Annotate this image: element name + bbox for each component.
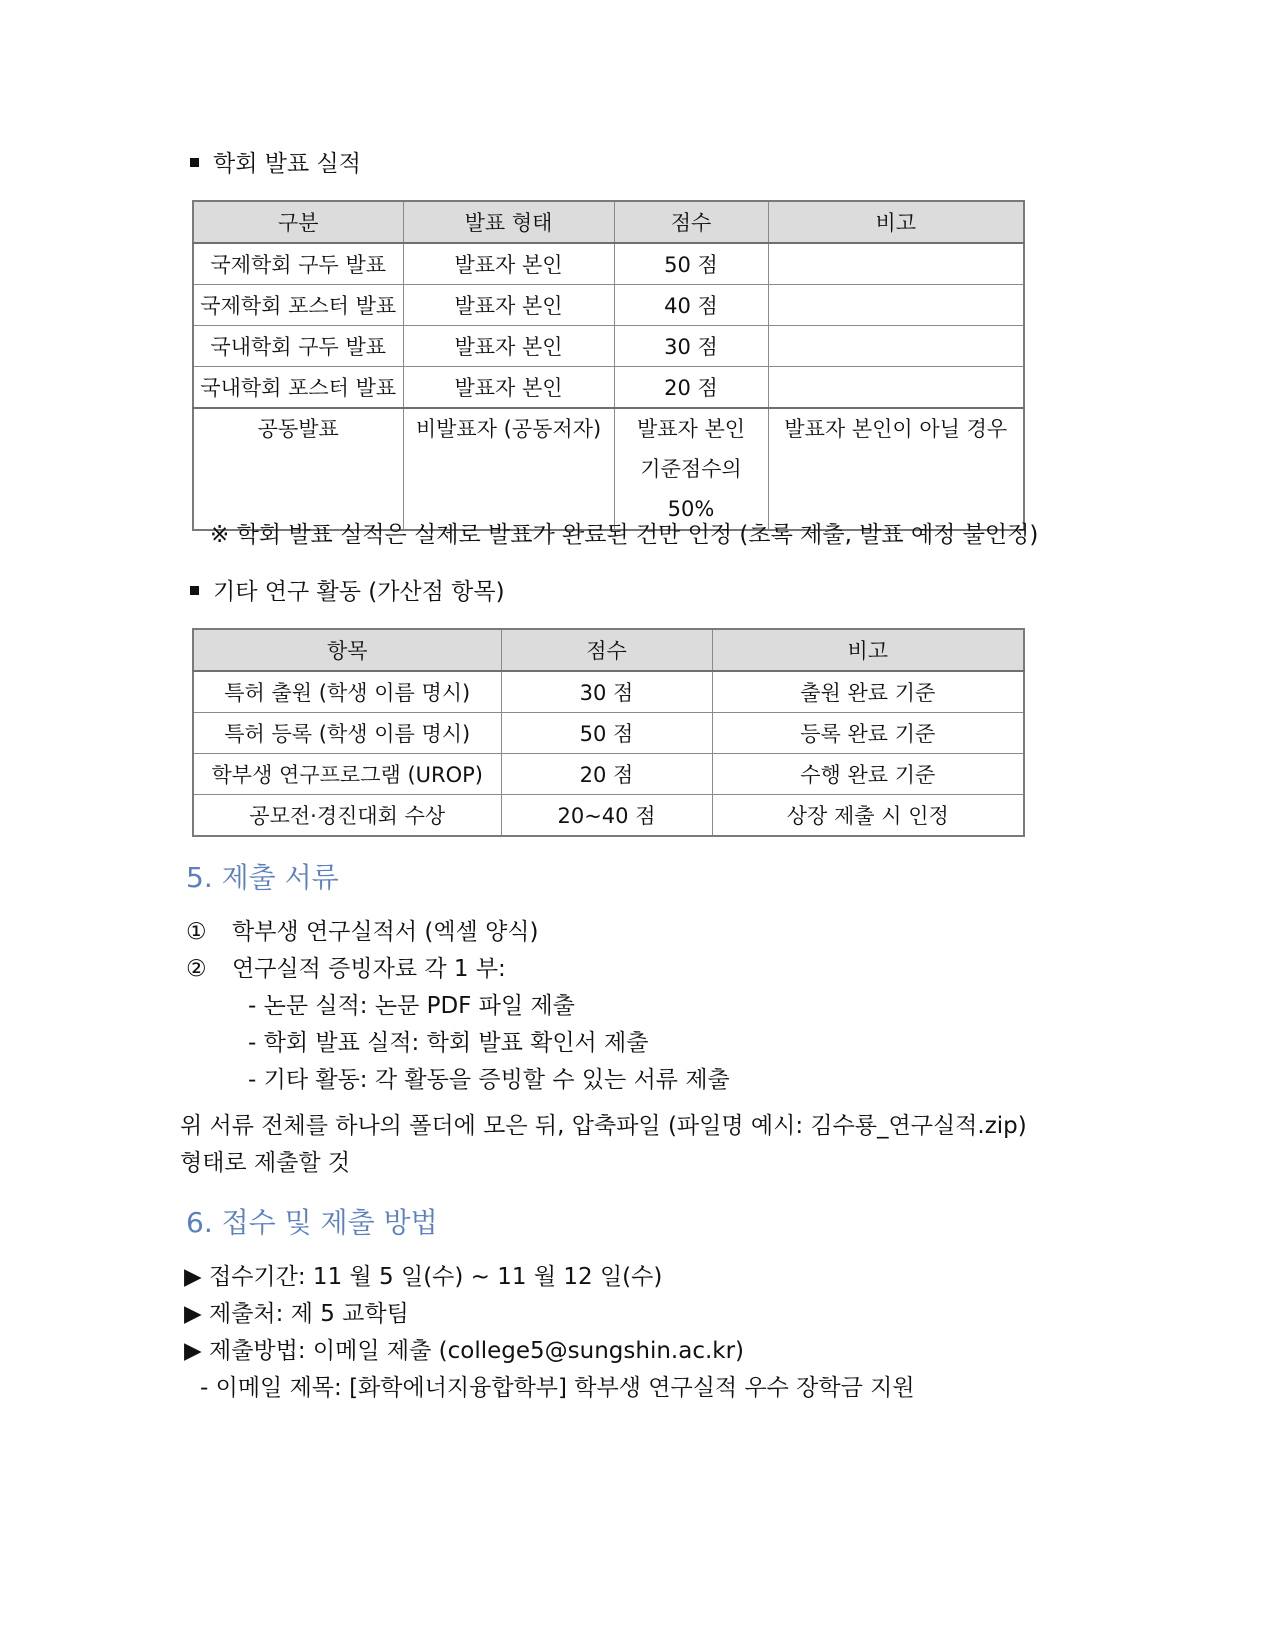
table-cell: 특허 등록 (학생 이름 명시) — [193, 713, 501, 754]
table-cell: 50 점 — [501, 713, 712, 754]
table-row — [193, 285, 1024, 326]
table-cell-score-multiline — [614, 408, 768, 530]
list-item: ▶ 제출방법: 이메일 제출 (college5@sungshin.ac.kr) — [184, 1338, 745, 1364]
table-cell — [768, 285, 1024, 326]
column-header: 비고 — [768, 201, 1024, 243]
table-cell: 등록 완료 기준 — [712, 713, 1024, 754]
score-line: 발표자 본인 — [636, 417, 746, 441]
table-row — [193, 326, 1024, 367]
table-cell: 40 점 — [614, 285, 768, 326]
column-header: 점수 — [501, 629, 712, 671]
table-row — [193, 795, 1024, 837]
table-cell — [768, 367, 1024, 409]
table-cell: 공동발표 — [193, 408, 403, 530]
list-item — [186, 954, 506, 984]
presentations-table — [192, 200, 1025, 531]
column-header: 점수 — [614, 201, 768, 243]
submission-paragraph-line2: 형태로 제출할 것 — [180, 1150, 351, 1176]
presentations-heading: 학회 발표 실적 — [190, 149, 361, 179]
table-cell: 20 점 — [501, 754, 712, 795]
table-row-joint — [193, 408, 1024, 530]
table-row — [193, 243, 1024, 285]
table-cell — [768, 326, 1024, 367]
sub-list-item: - 논문 실적: 논문 PDF 파일 제출 — [248, 993, 575, 1019]
table-row — [193, 754, 1024, 795]
table-cell: 20 점 — [614, 367, 768, 409]
score-line: 50% — [667, 497, 715, 521]
circled-number-marker: ① — [186, 919, 207, 945]
table-cell: 상장 제출 시 인정 — [712, 795, 1024, 837]
list-item-text: 학부생 연구실적서 (엑셀 양식) — [232, 919, 539, 945]
table-row — [193, 671, 1024, 713]
table-cell: 국제학회 구두 발표 — [193, 243, 403, 285]
list-item: ▶ 접수기간: 11 월 5 일(수) ~ 11 월 12 일(수) — [184, 1264, 663, 1290]
email-subject-line: - 이메일 제목: [화학에너지융합학부] 학부생 연구실적 우수 장학금 지원 — [200, 1375, 915, 1401]
table-cell: 50 점 — [614, 243, 768, 285]
other-activities-heading: 기타 연구 활동 (가산점 항목) — [190, 577, 505, 607]
column-header: 항목 — [193, 629, 501, 671]
sub-list-item: - 기타 활동: 각 활동을 증빙할 수 있는 서류 제출 — [248, 1067, 730, 1093]
other-activities-table — [192, 628, 1025, 837]
table-row — [193, 367, 1024, 409]
table-cell: 국내학회 포스터 발표 — [193, 367, 403, 409]
table-cell: 20~40 점 — [501, 795, 712, 837]
circled-number-marker: ② — [186, 956, 207, 982]
presentations-note: ※ 학회 발표 실적은 실제로 발표가 완료된 건만 인정 (초록 제출, 발표 예정 불인정) — [210, 522, 1039, 548]
table-cell: 국제학회 포스터 발표 — [193, 285, 403, 326]
table-cell: 발표자 본인이 아닐 경우 — [768, 408, 1024, 530]
submission-paragraph-line1: 위 서류 전체를 하나의 폴더에 모은 뒤, 압축파일 (파일명 예시: 김수룡_연구실적.zip) — [180, 1113, 1027, 1139]
table-row — [193, 713, 1024, 754]
table-cell: 발표자 본인 — [403, 243, 614, 285]
table-cell: 30 점 — [614, 326, 768, 367]
table-cell: 발표자 본인 — [403, 326, 614, 367]
table-cell: 출원 완료 기준 — [712, 671, 1024, 713]
square-bullet-icon — [190, 158, 199, 167]
table-cell: 30 점 — [501, 671, 712, 713]
table-header-row — [193, 629, 1024, 671]
table-cell: 발표자 본인 — [403, 285, 614, 326]
table-cell: 수행 완료 기준 — [712, 754, 1024, 795]
list-item — [186, 917, 539, 947]
column-header: 구분 — [193, 201, 403, 243]
table-cell: 공모전·경진대회 수상 — [193, 795, 501, 837]
table-cell: 특허 출원 (학생 이름 명시) — [193, 671, 501, 713]
list-item-text: 연구실적 증빙자료 각 1 부: — [232, 956, 506, 982]
section5-title: 5. 제출 서류 — [186, 861, 339, 894]
table-cell: 학부생 연구프로그램 (UROP) — [193, 754, 501, 795]
table-cell: 비발표자 (공동저자) — [403, 408, 614, 530]
column-header: 발표 형태 — [403, 201, 614, 243]
sub-list-item: - 학회 발표 실적: 학회 발표 확인서 제출 — [248, 1030, 649, 1056]
column-header: 비고 — [712, 629, 1024, 671]
list-item: ▶ 제출처: 제 5 교학팀 — [184, 1301, 409, 1327]
section6-title: 6. 접수 및 제출 방법 — [186, 1206, 438, 1239]
table-cell — [768, 243, 1024, 285]
table-cell: 국내학회 구두 발표 — [193, 326, 403, 367]
square-bullet-icon — [190, 586, 199, 595]
table-cell: 발표자 본인 — [403, 367, 614, 409]
table-header-row — [193, 201, 1024, 243]
score-line: 기준점수의 — [640, 457, 742, 481]
